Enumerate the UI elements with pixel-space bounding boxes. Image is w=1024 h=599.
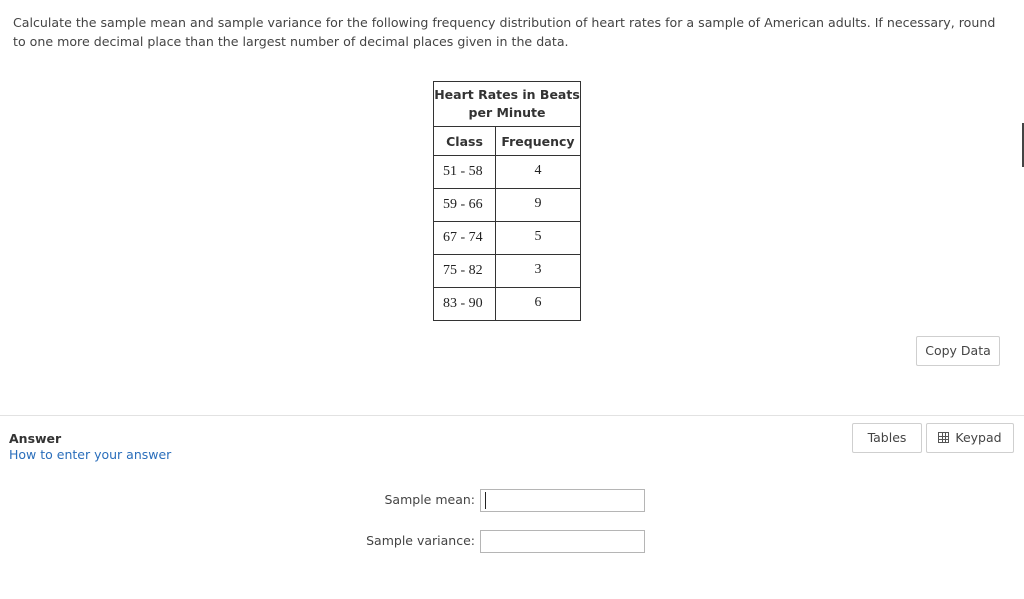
sample-mean-label: Sample mean: [384,492,475,507]
frequency-cell: 5 [496,222,581,255]
how-to-enter-answer-link[interactable]: How to enter your answer [9,447,172,462]
tables-button[interactable]: Tables [852,423,922,453]
question-text: Calculate the sample mean and sample variance for the following frequency distribution of heart rates for a sample of American adults. If necessary, round to one more decimal place than the largest number of decimal places given in the data. [13,15,996,49]
table-row [434,222,581,255]
keypad-grid-icon [938,432,949,443]
frequency-table [433,81,581,321]
class-cell: 59 - 66 [434,189,496,222]
table-caption: Heart Rates in Beats per Minute [434,82,581,127]
column-header-frequency: Frequency [496,127,581,156]
keypad-button[interactable] [926,423,1014,453]
table-row [434,255,581,288]
sample-variance-input[interactable] [480,530,645,553]
table-row [434,288,581,321]
class-cell: 83 - 90 [434,288,496,321]
text-cursor [485,492,486,509]
copy-data-button[interactable]: Copy Data [916,336,1000,366]
column-header-class: Class [434,127,496,156]
frequency-cell: 4 [496,156,581,189]
section-divider [0,415,1024,416]
class-cell: 75 - 82 [434,255,496,288]
class-cell: 51 - 58 [434,156,496,189]
answer-heading: Answer [9,431,62,446]
frequency-cell: 9 [496,189,581,222]
table-row [434,189,581,222]
sample-mean-input[interactable] [480,489,645,512]
class-cell: 67 - 74 [434,222,496,255]
table-row [434,156,581,189]
frequency-cell: 3 [496,255,581,288]
keypad-button-label: Keypad [955,430,1002,445]
sample-variance-label: Sample variance: [366,533,475,548]
frequency-cell: 6 [496,288,581,321]
